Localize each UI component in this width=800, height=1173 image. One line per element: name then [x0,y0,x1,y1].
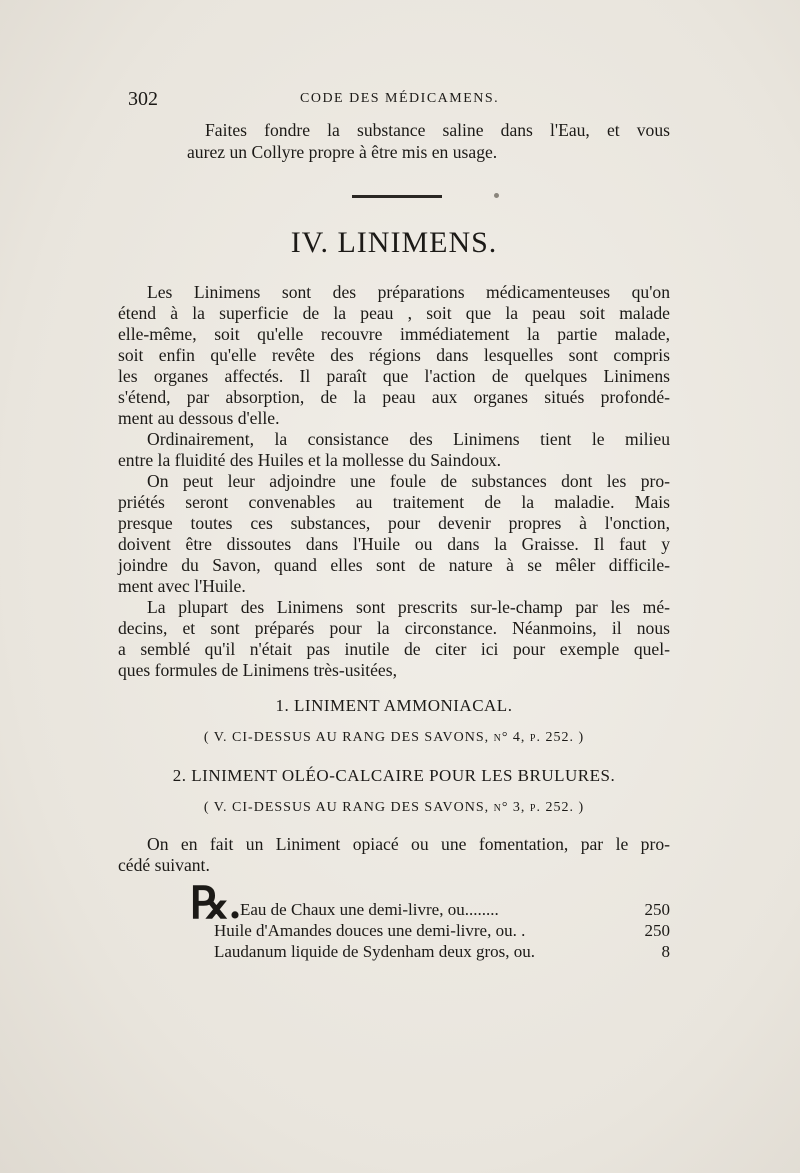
text-line: soit enfin qu'elle revête des régions dans lesquelles sont compris [118,345,670,365]
divider-dot [494,193,499,198]
page-header [128,88,668,112]
text-line: aurez un Collyre propre à être mis en usage. [187,142,498,162]
text-line: joindre du Savon, quand elles sont de nature à se mêler difficile- [118,555,670,575]
section-title: IV. LINIMENS. [290,226,498,259]
ingredient: Eau de Chaux une demi-livre, ou........ [240,900,499,919]
text-line: Ordinairement, la consistance des Linimens tient le milieu [147,429,670,449]
quantity: 250 [644,921,670,940]
text-line: priétés seront convenables au traitement de la maladie. Mais [118,492,670,512]
quantity: 8 [661,942,670,961]
text-line: Les Linimens sont des préparations médicamenteuses qu'on [147,282,670,302]
text-line: ment au dessous d'elle. [118,408,280,428]
text-line: a semblé qu'il n'était pas inutile de citer ici pour exemple quel- [118,639,670,659]
item-title: 2. LINIMENT OLÉO-CALCAIRE POUR LES BRULURES. [172,766,616,785]
text-line: Faites fondre la substance saline dans l'Eau, et vous [205,120,670,140]
section-divider [352,195,442,198]
page-number: 302 [128,88,158,110]
text-line: ment avec l'Huile. [118,576,246,596]
item-title: 1. LINIMENT AMMONIACAL. [275,696,513,715]
text-line: s'étend, par absorption, de la peau aux organes situés profondé- [118,387,670,407]
text-line: presque toutes ces substances, pour devenir propres à l'onction, [118,513,670,533]
text-line: decins, et sont préparés pour la circonstance. Néanmoins, il nous [118,618,670,638]
text-line: ques formules de Linimens très-usitées, [118,660,397,680]
running-head: CODE DES MÉDICAMENS. [300,91,500,106]
text-line: On en fait un Liniment opiacé ou une fomentation, par le pro- [147,834,670,854]
ingredient: Laudanum liquide de Sydenham deux gros, ou. [214,942,536,961]
text-line: entre la fluidité des Huiles et la mollesse du Saindoux. [118,450,502,470]
text-line: cédé suivant. [118,855,210,875]
item-reference: ( V. CI-DESSUS AU RANG DES SAVONS, n° 3, p. 252. ) [203,800,585,815]
text-line: les organes affectés. Il paraît que l'action de quelques Linimens [118,366,670,386]
ingredient: Huile d'Amandes douces une demi-livre, ou. . [214,921,526,940]
text-line: La plupart des Linimens sont prescrits sur-le-champ par les mé- [147,597,670,617]
text-line: étend à la superficie de la peau , soit que la peau soit malade [118,303,670,323]
recipe-symbol: ℞. [190,879,241,928]
item-reference: ( V. CI-DESSUS AU RANG DES SAVONS, n° 4, p. 252. ) [203,730,585,745]
quantity: 250 [644,900,670,919]
text-line: elle-même, soit qu'elle recouvre immédiatement la partie malade, [118,324,670,344]
text-line: doivent être dissoutes dans l'Huile ou dans la Graisse. Il faut y [118,534,670,554]
text-line: On peut leur adjoindre une foule de substances dont les pro- [147,471,670,491]
